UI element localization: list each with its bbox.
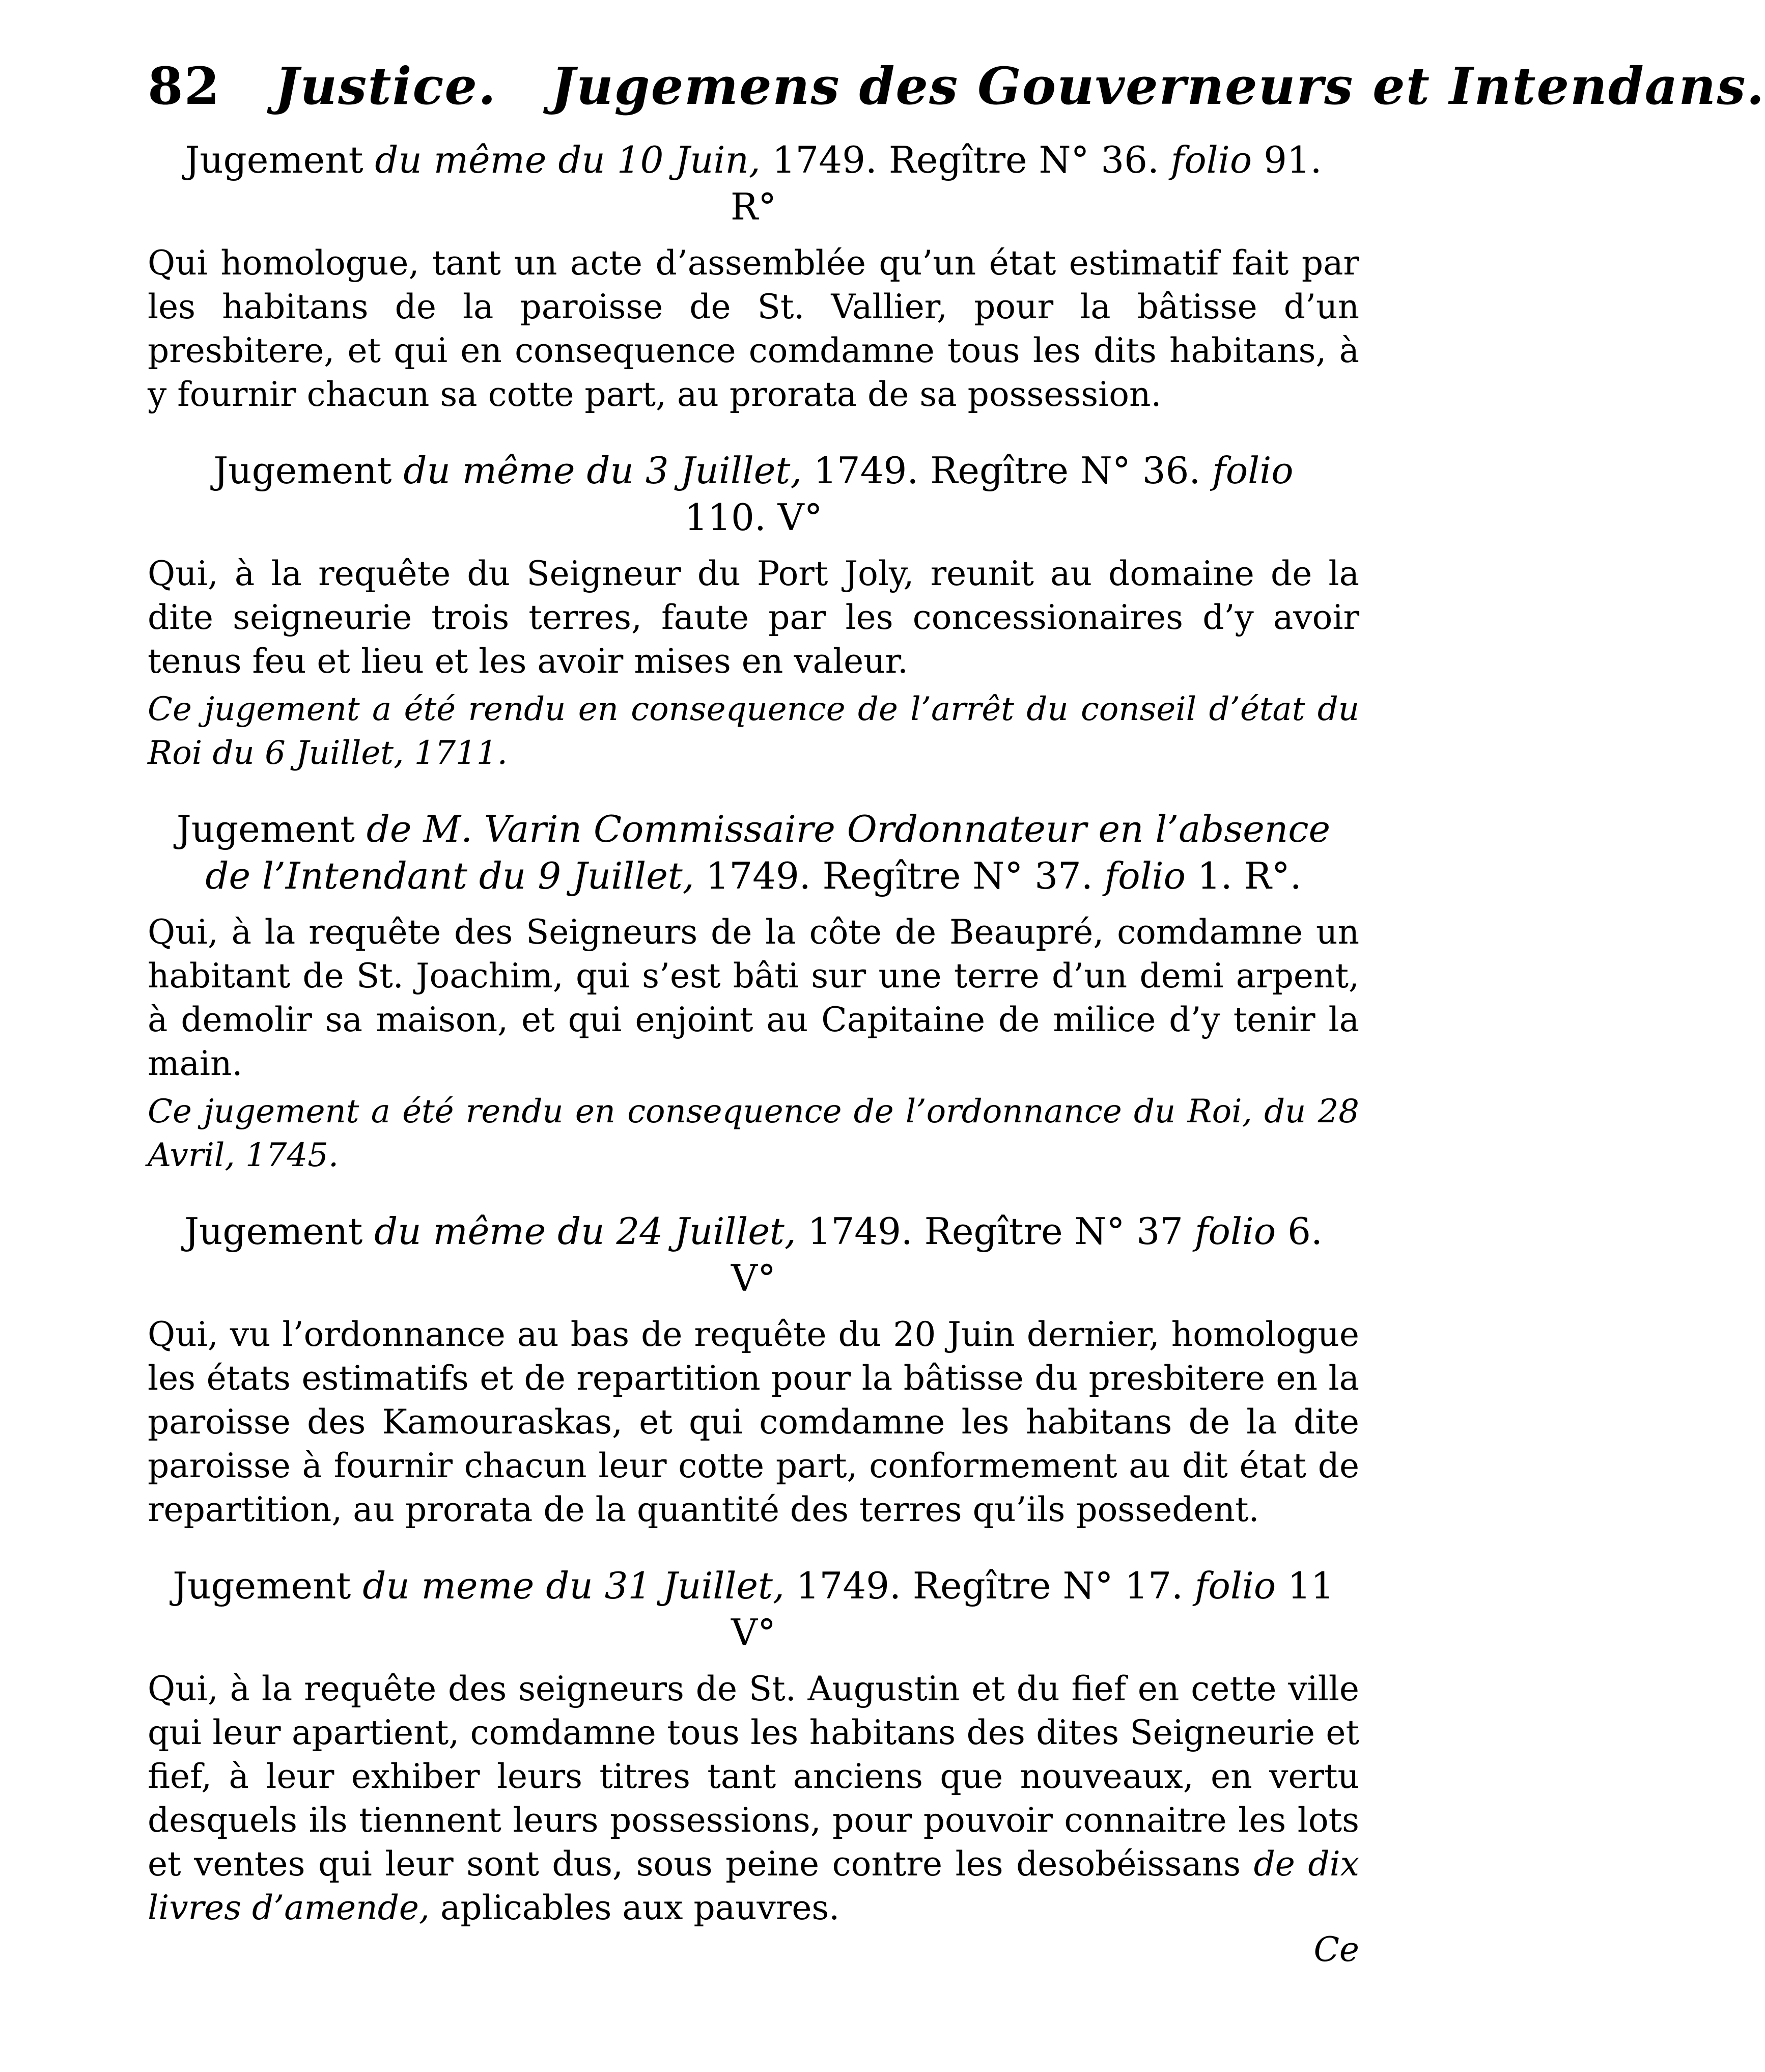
entry-body: Qui homologue, tant un acte d’assemblée qu’un état estimatif fait par les habitans de la paroisse de St. Vallier, pour la bâtisse d’un presbitere, et qui en consequence comdamne tous les dits habitans, à y fournir chacun sa cotte part, au prorata de sa possession.	[148, 243, 1359, 414]
judgment-entry	[148, 136, 1359, 417]
entry-note: Ce jugement a été rendu en consequence de l’arrêt du conseil d’état du Roi du 6 Juillet, 1711.	[148, 690, 1359, 772]
entry-body: Qui, vu l’ordonnance au bas de requête du 20 Juin dernier, homologue les états estimatifs et de repartition pour la bâtisse du presbitere en la paroisse des Kamouraskas, et qui comdamne les habitans de la dite paroisse à fournir chacun leur cotte part, conformement au dit état de repartition, au prorata de la quantité des terres qu’ils possedent.	[148, 1315, 1359, 1529]
judgment-entry	[148, 447, 1359, 775]
entry-body: Qui, à la requête du Seigneur du Port Joly, reunit au domaine de la dite seigneurie trois terres, faute par les concessionaires d’y avoir tenus feu et lieu et les avoir mises en valeur.	[148, 554, 1359, 681]
judgment-entry	[148, 1562, 1359, 1969]
judgment-entry	[148, 806, 1359, 1177]
entry-heading: Jugement du même du 3 Juillet, 1749. Regître N° 36. folio 110. V°	[213, 449, 1294, 539]
judgment-entry	[148, 1208, 1359, 1532]
catchword: Ce	[1313, 1930, 1359, 1969]
entry-heading: Jugement de M. Varin Commissaire Ordonnateur en l’absence de l’Intendant du 9 Juillet, 1749. Regître N° 37. folio 1. R°.	[176, 808, 1331, 897]
page-number: 82	[148, 56, 221, 116]
entry-note: Ce jugement a été rendu en consequence de l’ordonnance du Roi, du 28 Avril, 1745.	[148, 1093, 1359, 1174]
document-page	[148, 56, 1765, 2000]
section-title: Justice.	[275, 56, 497, 116]
entry-heading: Jugement du même du 10 Juin, 1749. Regître N° 36. folio 91. R°	[185, 139, 1322, 228]
running-head	[148, 56, 1765, 116]
entry-body: Qui, à la requête des seigneurs de St. Augustin et du fief en cette ville qui leur apartient, comdamne tous les habitans des dites Seigneurie et fief, à leur exhiber leurs titres tant anciens que nouveaux, en vertu desquels ils tiennent leurs possessions, pour pouvoir connaitre les lots et ventes qui leur sont dus, sous peine contre les desobéissans de dix livres d’amende, aplicables aux pauvres.	[148, 1669, 1360, 1927]
entry-heading: Jugement du meme du 31 Juillet, 1749. Regître N° 17. folio 11 V°	[173, 1564, 1334, 1654]
entry-body: Qui, à la requête des Seigneurs de la côte de Beaupré, comdamne un habitant de St. Joachim, qui s’est bâti sur une terre d’un demi arpent, à demolir sa maison, et qui enjoint au Capitaine de milice d’y tenir la main.	[148, 913, 1359, 1083]
entry-heading: Jugement du même du 24 Juillet, 1749. Regître N° 37 folio 6. V°	[184, 1210, 1323, 1300]
chapter-title: Jugemens des Gouverneurs et Intendans.	[551, 56, 1765, 116]
